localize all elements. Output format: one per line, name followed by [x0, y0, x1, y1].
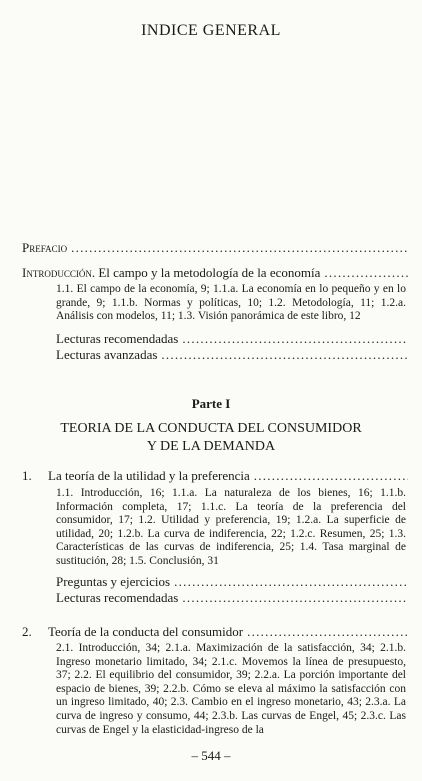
- chapter-title: Teoría de la conducta del consumidor: [48, 624, 244, 639]
- entry-label: Lecturas recomendadas: [56, 331, 179, 346]
- part-title-line: TEORIA DE LA CONDUCTA DEL CONSUMIDOR: [60, 421, 362, 436]
- entry-introduccion: [22, 265, 408, 281]
- entry-lecturas-recomendadas: [56, 590, 408, 606]
- entry-prefacio: [22, 240, 408, 256]
- leader-dots: [182, 590, 408, 606]
- entry-detail: 2.1. Introducción, 34; 2.1.a. Maximización de la satisfacción, 34; 2.1.b. Ingreso monetario limitado, 34; 2.1.c. Movemos la línea de presupuesto, 37; 2.2. El equilibrio del consumidor, 39; 2.2.a. La porción importante del espacio de bienes, 39; 2.2.b. Cómo se eleva al máximo la satisfacción con un ingreso limitado, 40; 2.3. Cambio en el ingreso monetario, 43; 2.3.a. La curva de ingreso y consumo, 44; 2.3.b. Las curvas de Engel, 45; 2.3.c. Las curvas de Engel y la elasticidad-ingreso de la: [56, 642, 406, 736]
- entry-lecturas-avanzadas: [56, 347, 408, 363]
- chapter-number: 2.: [22, 624, 32, 639]
- entry-detail: 1.1. El campo de la economía, 9; 1.1.a. La economía en lo pequeño y en lo grande, 9; 1.1.b. Normas y políticas, 10; 1.2. Metodología, 11; 1.2.a. Análisis con modelos, 11; 1.3. Visión panorámica de este libro, 12: [56, 283, 406, 323]
- entry-chapter-1: [22, 468, 408, 484]
- entry-label: Lecturas avanzadas: [56, 347, 158, 362]
- entry-chapter-2: [22, 624, 408, 640]
- entry-label-smallcaps: Introducción.: [22, 265, 96, 280]
- leader-dots: [174, 574, 408, 590]
- entry-preguntas: [56, 574, 408, 590]
- entry-lecturas-recomendadas: [56, 331, 408, 347]
- leader-dots: [247, 624, 408, 640]
- leader-dots: [254, 468, 408, 484]
- entry-label: Lecturas recomendadas: [56, 590, 179, 605]
- entry-detail: 1.1. Introducción, 16; 1.1.a. La naturaleza de los bienes, 16; 1.1.b. Información completa, 17; 1.1.c. La teoría de la preferencia del consumidor, 17; 1.2. Utilidad y preferencia, 19; 1.2.a. La superficie de utilidad, 20; 1.2.b. La curva de indiferencia, 22; 1.2.c. Resumen, 25; 1.3. Características de las curvas de indiferencia, 25; 1.4. Tasa marginal de sustitución, 28; 1.5. Conclusión, 31: [56, 487, 406, 567]
- leader-dots: [324, 265, 408, 281]
- entry-label: [22, 468, 250, 484]
- entry-label-rest: El campo y la metodología de la economía: [95, 265, 321, 280]
- leader-dots: [182, 331, 408, 347]
- entry-label: [22, 265, 320, 281]
- part-title-line: Y DE LA DEMANDA: [146, 439, 276, 454]
- leader-dots: [161, 347, 408, 363]
- part-label: Parte I: [191, 396, 231, 411]
- entry-label: [22, 624, 243, 640]
- chapter-title: La teoría de la utilidad y la preferencia: [48, 468, 250, 483]
- leader-dots: [71, 240, 408, 256]
- entry-label: Preguntas y ejercicios: [56, 574, 171, 589]
- entry-label: Prefacio: [22, 240, 68, 255]
- part-title: [0, 420, 422, 456]
- page-number: – 544 –: [191, 748, 231, 763]
- page-title: INDICE GENERAL: [141, 22, 281, 39]
- chapter-number: 1.: [22, 468, 32, 483]
